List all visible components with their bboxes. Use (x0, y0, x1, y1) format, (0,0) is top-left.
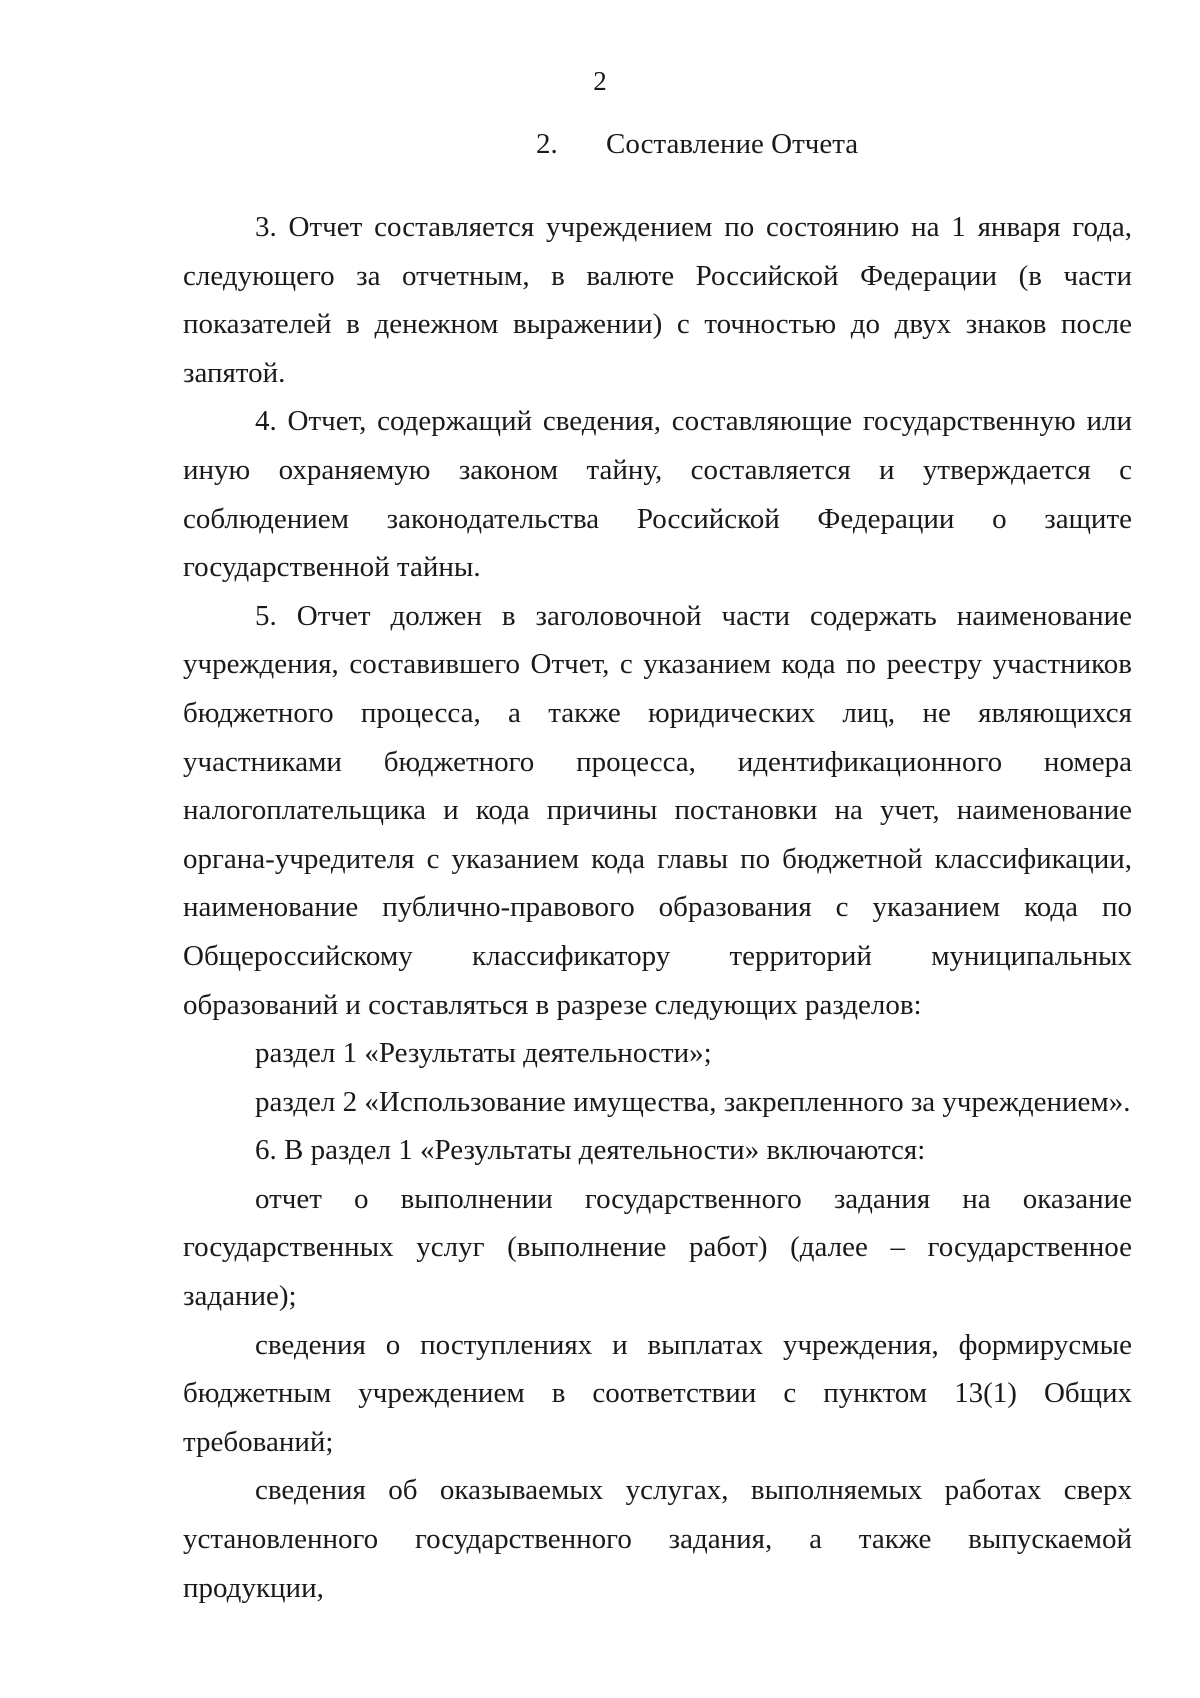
paragraph-item-5: 5. Отчет должен в заголовочной части содержать наименование учреждения, составившего Отчет, с указанием кода по реестру участников бюджетного процесса, а также юридических лиц, не являющихся участниками бюджетного процесса, идентификационного номера налогоплательщика и кода причины постановки на учет, наименование органа-учредителя с указанием кода главы по бюджетной классификации, наименование публично-правового образования с указанием кода по Общероссийскому классификатору территорий муниципальных образований и составляться в разрезе следующих разделов: (183, 599, 1132, 1021)
paragraph-services-works: сведения об оказываемых услугах, выполняемых работах сверх установленного государственного задания, а также выпускаемой продукции, (183, 1474, 1132, 1604)
paragraph-state-task-report: отчет о выполнении государственного задания на оказание государственных услуг (выполнение работ) (далее – государственное задание); (183, 1182, 1132, 1313)
paragraph-receipts-payments: сведения о поступлениях и выплатах учреждения, формирусмые бюджетным учреждением в соответствии с пунктом 13(1) Общих требований; (183, 1328, 1132, 1458)
paragraph-item-6: 6. В раздел 1 «Результаты деятельности» включаются: (255, 1134, 926, 1167)
section-title: Составление Отчета (606, 128, 859, 160)
paragraph-section-1: раздел 1 «Результаты деятельности»; (255, 1037, 712, 1070)
paragraph-item-3: 3. Отчет составляется учреждением по состоянию на 1 января года, следующего за отчетным, в валюте Российской Федерации (в части показателей в денежном выражении) с точностью до двух знаков после запятой. (183, 211, 1132, 389)
page-number: 2 (593, 66, 607, 96)
section-heading (536, 128, 858, 160)
document-body (183, 203, 1132, 1612)
paragraph-item-4: 4. Отчет, содержащий сведения, составляющие государственную или иную охраняемую законом тайну, составляется и утверждается с соблюдением законодательства Российской Федерации о защите государственной тайны. (183, 405, 1132, 584)
paragraph-section-2: раздел 2 «Использование имущества, закрепленного за учреждением». (255, 1085, 1131, 1118)
section-number: 2. (536, 128, 558, 160)
